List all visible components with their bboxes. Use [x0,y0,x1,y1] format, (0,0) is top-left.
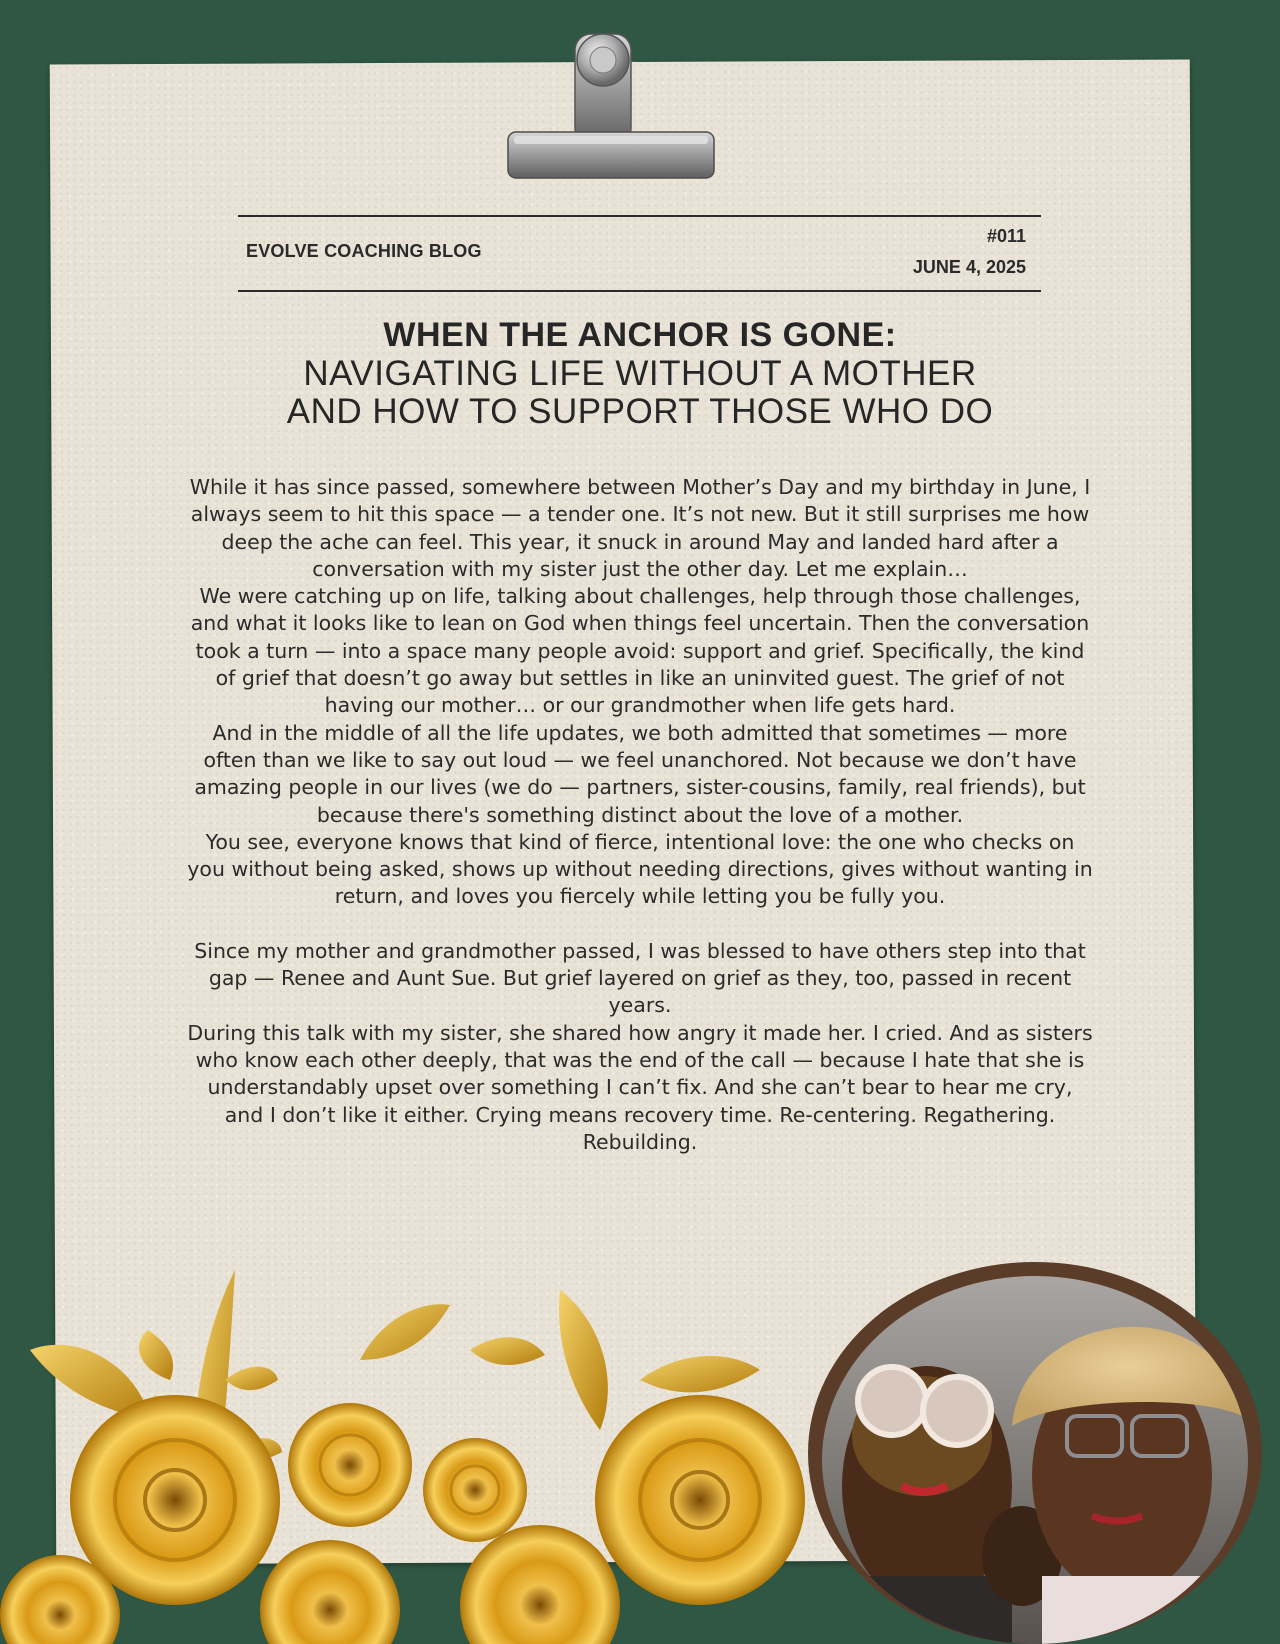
publish-date: JUNE 4, 2025 [912,257,1026,277]
article-title: WHEN THE ANCHOR IS GONE: [383,316,897,354]
blog-name: EVOLVE COACHING BLOG [246,241,482,261]
paragraph: You see, everyone knows that kind of fierce, intentional love: the one who checks on you without being asked, shows up without needing directions, gives without wanting in return, and loves you fiercely while letting you be fully you. [187,829,1093,909]
article-body [186,474,1094,1156]
header-rule-top [238,215,1041,217]
paragraph: During this talk with my sister, she shared how angry it made her. I cried. And as sisters who know each other deeply, that was the end of the call — because I hate that she is understandably upset over something I can’t fix. And she can’t bear to hear me cry, and I don’t like it either. Crying means recovery time. Re-centering. Regathering. Rebuilding. [187,1020,1093,1154]
article-subtitle: NAVIGATING LIFE WITHOUT A MOTHER AND HOW TO SUPPORT THOSE WHO DO [286,354,994,431]
binder-clip-icon [500,14,730,194]
paragraph: While it has since passed, somewhere between Mother’s Day and my birthday in June, I always seem to hit this space — a tender one. It’s not new. But it still surprises me how deep the ache can feel. This year, it snuck in around May and landed hard after a conversation with my sister just the other day. Let me explain… [189,475,1091,581]
gold-roses-decoration [0,1260,880,1644]
paragraph: Since my mother and grandmother passed, I was blessed to have others step into that gap — Renee and Aunt Sue. But grief layered on grief as they, too, passed in recent years. [194,938,1086,1018]
issue-number: #011 [986,226,1026,246]
portrait-photo [822,1276,1248,1644]
paragraph: We were catching up on life, talking about challenges, help through those challenges, and what it looks like to lean on God when things feel uncertain. Then the conversation took a turn — into a space many people avoid: support and grief. Specifically, the kind of grief that doesn’t go away but settles in like an uninvited guest. The grief of not having our mother… or our grandmother when life gets hard. [190,584,1090,718]
header-rule-bottom [238,290,1041,292]
paragraph: And in the middle of all the life updates, we both admitted that sometimes — more often than we like to say out loud — we feel unanchored. Not because we don’t have amazing people in our lives (we do — partners, sister-cousins, family, real friends), but because there's something distinct about the love of a mother. [194,720,1086,827]
